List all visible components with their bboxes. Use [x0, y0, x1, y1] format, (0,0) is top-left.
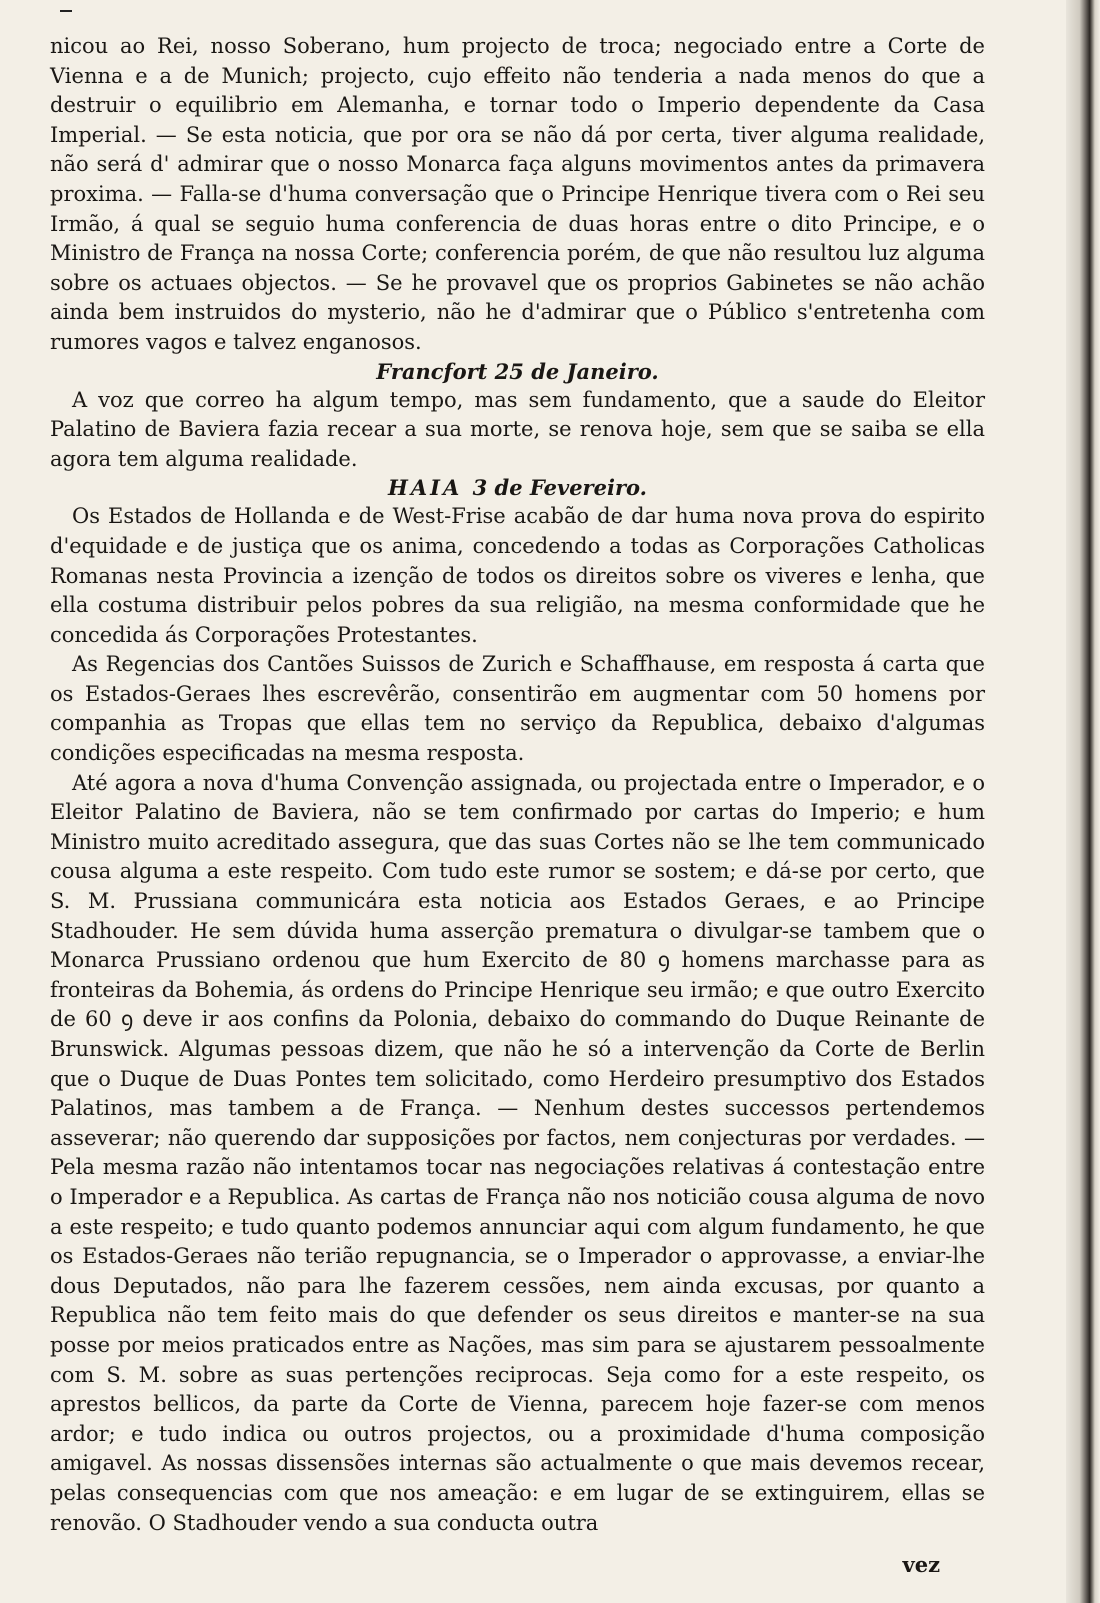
article-paragraph: Os Estados de Hollanda e de West-Frise acabão de dar huma nova prova do espirito d'equidade e de justiça que os anima, concedendo a todas as Corporações Catholicas Romanas nesta Provincia a izenção de todos os direitos sobre os viveres e lenha, que ella costuma distribuir pelos pobres da sua religião, na mesma conformidade que he concedida ás Corporações Protestantes. — [50, 504, 985, 647]
article-paragraph: A voz que correo ha algum tempo, mas sem fundamento, que a saude do Eleitor Palatino de Baviera fazia recear a sua morte, se renova hoje, sem que se saiba se ella agora tem alguma realidade. — [50, 387, 985, 471]
page-gutter-shadow — [1066, 0, 1100, 1603]
page-top-mark — [60, 10, 72, 12]
dateline-heading: Francfort 25 de Janeiro. — [376, 358, 659, 384]
article-column — [50, 32, 985, 1538]
article-paragraph: nicou ao Rei, nosso Soberano, hum projecto de troca; negociado entre a Corte de Vienna e a de Munich; projecto, cujo effeito não tenderia a nada menos do que a destruir o equilibrio em Alemanha, e tornar todo o Imperio dependente da Casa Imperial. — Se esta noticia, que por ora se não dá por certa, tiver alguma realidade, não será d' admirar que o nosso Monarca faça alguns movimentos antes da primavera proxima. — Falla-se d'huma conversação que o Principe Henrique tivera com o Rei seu Irmão, á qual se seguio huma conferencia de duas horas entre o dito Principe, e o Ministro de França na nossa Corte; conferencia porém, de que não resultou luz alguma sobre os actuaes objectos. — Se he provavel que os proprios Gabinetes se não achão ainda bem instruidos do mysterio, não he d'admirar que o Público s'entretenha com rumores vagos e talvez enganosos. — [50, 34, 985, 354]
catchword: vez — [902, 1552, 940, 1577]
dateline-place: HAIA — [388, 475, 463, 501]
article-paragraph: As Regencias dos Cantões Suissos de Zurich e Schaffhause, em resposta á carta que os Estados-Geraes lhes escrevêrão, consentirão em augmentar com 50 homens por companhia as Tropas que ellas tem no serviço da Republica, debaixo d'algumas condições especificadas na mesma resposta. — [50, 652, 985, 766]
article-paragraph: Até agora a nova d'huma Convenção assignada, ou projectada entre o Imperador, e o Eleitor Palatino de Baviera, não se tem confirmado por cartas do Imperio; e hum Ministro muito acreditado assegura, que das suas Cortes não se lhe tem communicado cousa alguma a este respeito. Com tudo este rumor se sostem; e dá-se por certo, que S. M. Prussiana communicára esta noticia aos Estados Geraes, e ao Principe Stadhouder. He sem dúvida huma asserção prematura o divulgar-se tambem que o Monarca Prussiano ordenou que hum Exercito de 80 ꝯ homens marchasse para as fronteiras da Bohemia, ás ordens do Principe Henrique seu irmão; e que outro Exercito de 60 ꝯ deve ir aos confins da Polonia, debaixo do commando do Duque Reinante de Brunswick. Algumas pessoas dizem, que não he só a intervenção da Corte de Berlin que o Duque de Duas Pontes tem solicitado, como Herdeiro presumptivo dos Estados Palatinos, mas tambem a de França. — Nenhum destes successos pertendemos asseverar; não querendo dar supposições por factos, nem conjecturas por verdades. — Pela mesma razão não intentamos tocar nas negociações relativas á contestação entre o Imperador e a Republica. As cartas de França não nos noticião cousa alguma de novo a este respeito; e tudo quanto podemos annunciar aqui com algum fundamento, he que os Estados-Geraes não terião repugnancia, se o Imperador o approvasse, a enviar-lhe dous Deputados, não para lhe fazerem cessões, nem ainda excusas, por quanto a Republica não tem feito mais do que defender os seus direitos e manter-se na sua posse por meios praticados entre as Nações, mas sim para se ajustarem pessoalmente com S. M. sobre as suas pertenções reciprocas. Seja como for a este respeito, os aprestos bellicos, da parte da Corte de Vienna, parecem hoje fazer-se com menos ardor; e tudo indica ou outros projectos, ou a proximidade d'huma composição amigavel. As nossas dissensões internas são actualmente o que mais devemos recear, pelas consequencias com que nos ameação: e em lugar de se extinguirem, ellas se renovão. O Stadhouder vendo a sua conducta outra — [50, 770, 985, 1535]
dateline-heading — [50, 474, 985, 502]
dateline-date: 3 de Fevereiro. — [472, 475, 647, 501]
